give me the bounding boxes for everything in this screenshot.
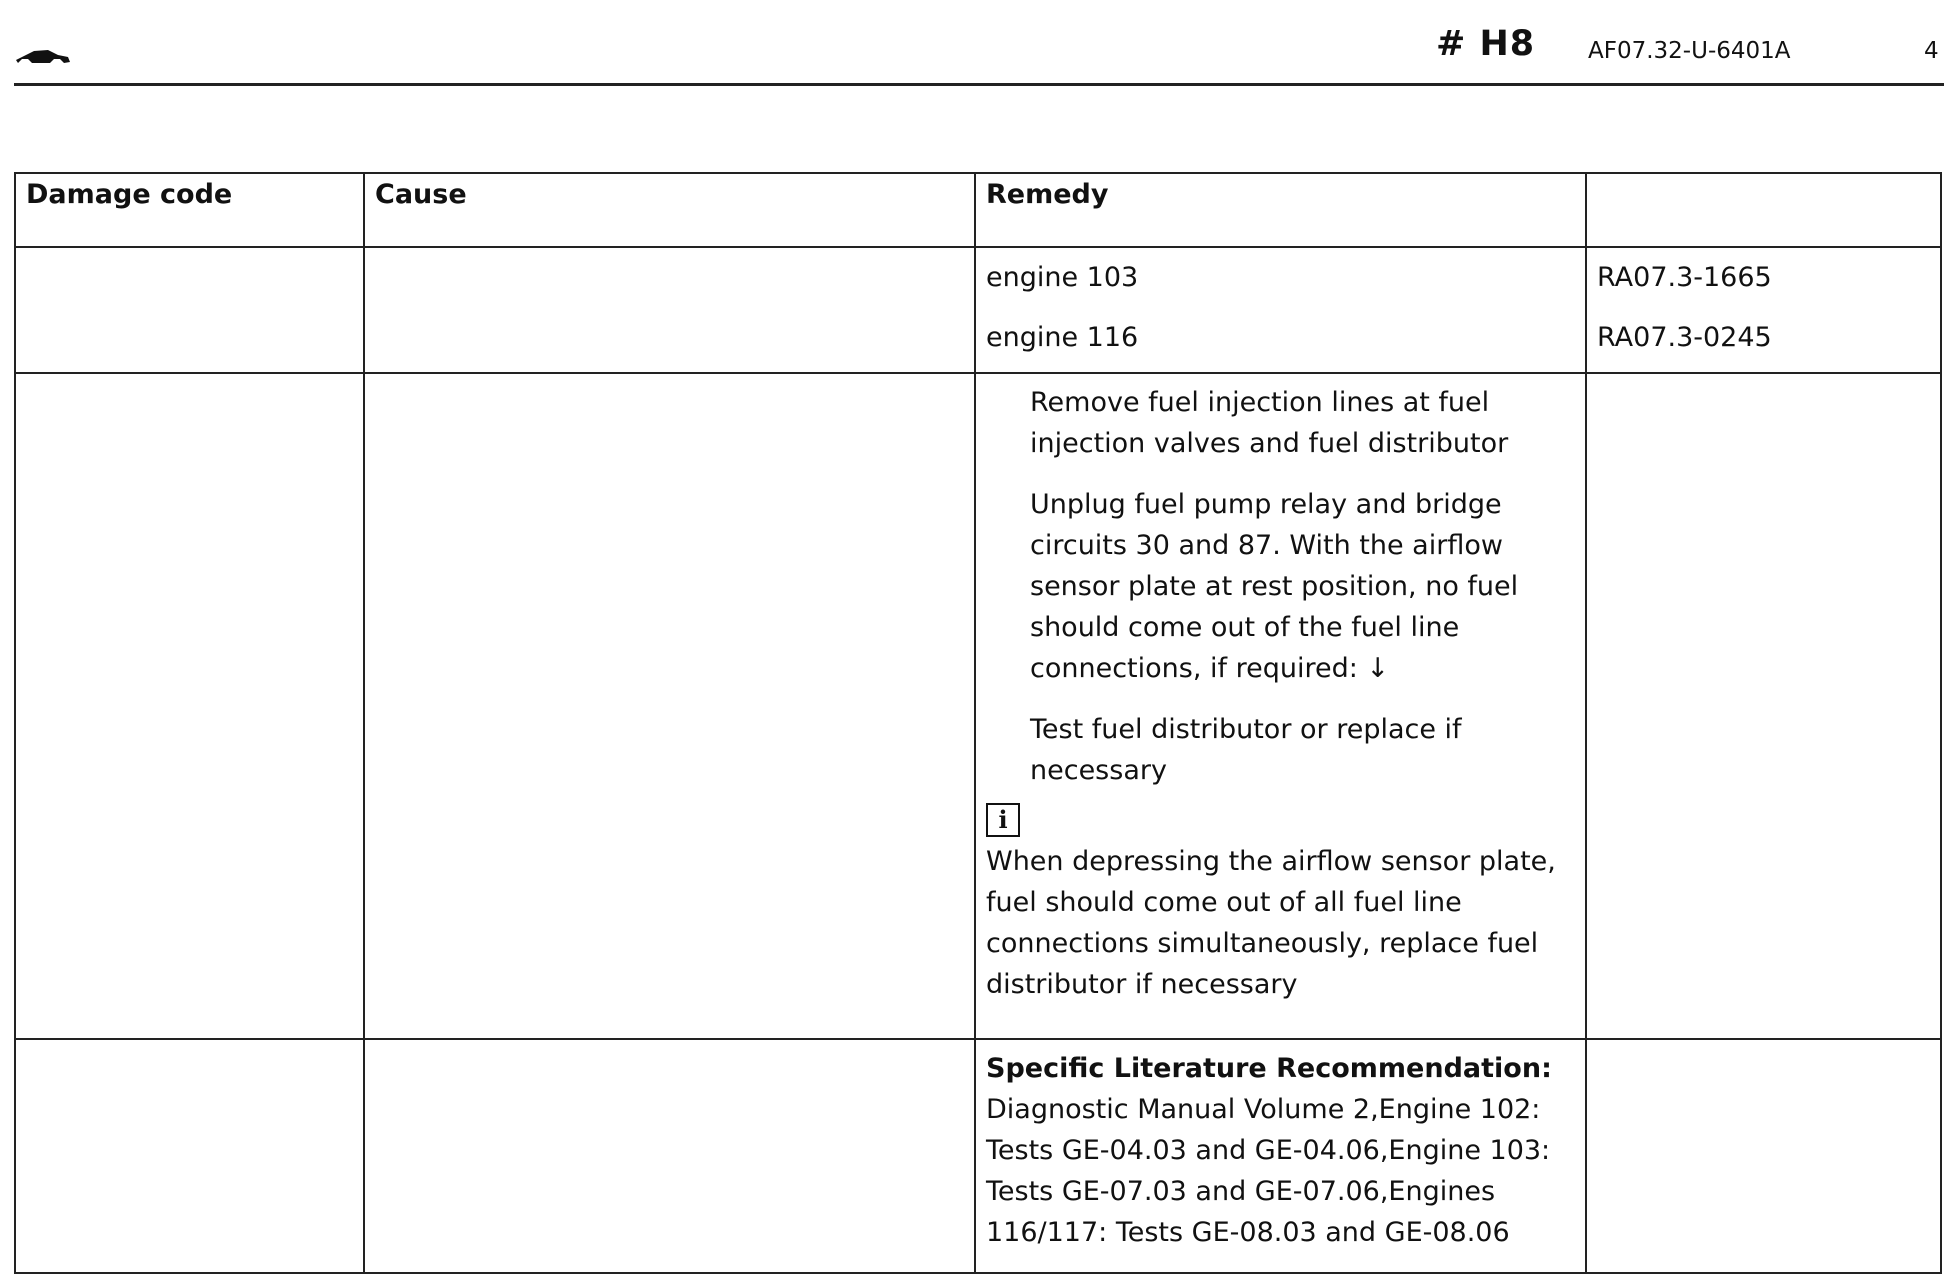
remedy-cell: [975, 247, 1586, 373]
remedy-step: Test fuel distributor or replace if necessary: [1030, 714, 1462, 786]
reference-link[interactable]: RA07.3-0245: [1597, 322, 1772, 353]
reference-cell: [1586, 1039, 1941, 1273]
info-icon: i: [986, 803, 1020, 837]
column-header-remedy: Remedy: [975, 173, 1586, 247]
literature-text: Diagnostic Manual Volume 2,Engine 102: Tests GE-04.03 and GE-04.06,Engine 103: Tests GE-07.03 and GE-07.06,Engines 116/117: Tests GE-08.03 and GE-08.06: [986, 1094, 1551, 1248]
literature-title: Specific Literature Recommendation:: [986, 1053, 1552, 1084]
cause-cell: [364, 1039, 975, 1273]
column-header-reference: [1586, 173, 1941, 247]
page-header: [0, 0, 1960, 92]
remedy-step: Unplug fuel pump relay and bridge circuits 30 and 87. With the airflow sensor plate at rest position, no fuel should come out of the fuel line connections, if required: ↓: [1030, 489, 1519, 684]
damage-table: [14, 172, 1942, 1274]
remedy-engine-line: engine 103: [986, 262, 1139, 293]
damage-code-cell: [15, 1039, 364, 1273]
section-code: # H8: [1436, 24, 1536, 64]
damage-code-cell: [15, 247, 364, 373]
remedy-cell: [975, 373, 1586, 1039]
table-row: [15, 373, 1941, 1039]
remedy-cell: [975, 1039, 1586, 1273]
car-icon: [14, 44, 72, 68]
reference-cell: [1586, 373, 1941, 1039]
header-divider: [14, 83, 1944, 86]
damage-code-cell: [15, 373, 364, 1039]
info-note: When depressing the airflow sensor plate, fuel should come out of all fuel line connections simultaneously, replace fuel distributor if necessary: [986, 846, 1556, 1000]
reference-link[interactable]: RA07.3-1665: [1597, 262, 1772, 293]
remedy-step: Remove fuel injection lines at fuel injection valves and fuel distributor: [1030, 387, 1509, 459]
cause-cell: [364, 247, 975, 373]
cause-cell: [364, 373, 975, 1039]
table-header-row: [15, 173, 1941, 247]
column-header-cause: Cause: [364, 173, 975, 247]
page-number: 4: [1924, 38, 1939, 64]
table-row: [15, 247, 1941, 373]
table-row: [15, 1039, 1941, 1273]
reference-cell: [1586, 247, 1941, 373]
column-header-damage-code: Damage code: [15, 173, 364, 247]
document-reference: AF07.32-U-6401A: [1588, 38, 1791, 64]
remedy-engine-line: engine 116: [986, 322, 1139, 353]
